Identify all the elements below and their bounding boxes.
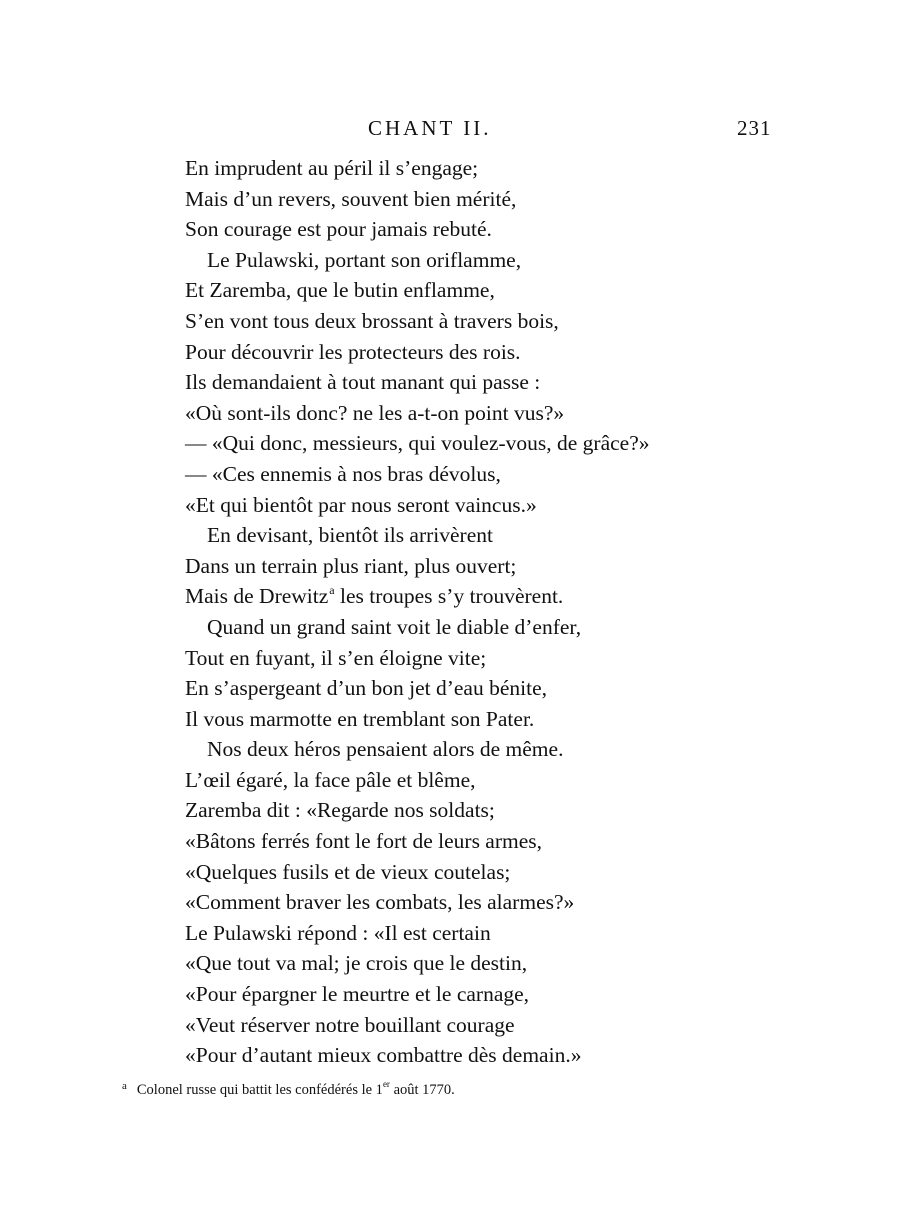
verse-line: — «Qui donc, messieurs, qui voulez-vous, de grâce?» bbox=[185, 431, 650, 456]
poem-text bbox=[185, 153, 745, 1071]
verse-line: L’œil égaré, la face pâle et blême, bbox=[185, 767, 476, 792]
footnote-mark: a bbox=[122, 1080, 127, 1092]
footnote bbox=[122, 1079, 455, 1099]
verse-line bbox=[185, 581, 745, 612]
verse-line: Dans un terrain plus riant, plus ouvert; bbox=[185, 553, 517, 578]
verse-text: Mais de Drewitz bbox=[185, 584, 329, 609]
verse-line: Mais d’un revers, souvent bien mérité, bbox=[185, 186, 517, 211]
verse-line: En devisant, bientôt ils arrivèrent bbox=[207, 523, 493, 548]
footnote-text: Colonel russe qui battit les confédérés le 1 bbox=[136, 1082, 383, 1098]
footnote-text-end: août 1770. bbox=[389, 1082, 455, 1098]
verse-line: «Veut réserver notre bouillant courage bbox=[185, 1012, 515, 1037]
verse-line: «Bâtons ferrés font le fort de leurs armes, bbox=[185, 829, 543, 854]
running-head bbox=[0, 116, 900, 146]
page-number: 231 bbox=[737, 116, 772, 140]
footnote-superscript: er bbox=[382, 1079, 390, 1089]
verse-line: Nos deux héros pensaient alors de même. bbox=[207, 737, 564, 762]
verse-line: «Comment braver les combats, les alarmes?» bbox=[185, 890, 575, 915]
verse-line: «Pour épargner le meurtre et le carnage, bbox=[185, 982, 530, 1007]
verse-line: «Et qui bientôt par nous seront vaincus.» bbox=[185, 492, 537, 517]
verse-line: En s’aspergeant d’un bon jet d’eau bénite, bbox=[185, 676, 547, 701]
verse-line: «Que tout va mal; je crois que le destin, bbox=[185, 951, 528, 976]
verse-line: Son courage est pour jamais rebuté. bbox=[185, 217, 492, 242]
verse-line: «Où sont-ils donc? ne les a-t-on point vus?» bbox=[185, 400, 565, 425]
verse-line: Quand un grand saint voit le diable d’enfer, bbox=[207, 614, 582, 639]
verse-line: Pour découvrir les protecteurs des rois. bbox=[185, 339, 521, 364]
verse-line: Zaremba dit : «Regarde nos soldats; bbox=[185, 798, 495, 823]
verse-line: Le Pulawski répond : «Il est certain bbox=[185, 920, 491, 945]
verse-line: Et Zaremba, que le butin enflamme, bbox=[185, 278, 495, 303]
verse-line: «Quelques fusils et de vieux coutelas; bbox=[185, 859, 511, 884]
verse-line: Il vous marmotte en tremblant son Pater. bbox=[185, 706, 535, 731]
footnote-reference: a bbox=[329, 583, 335, 598]
verse-line: — «Ces ennemis à nos bras dévolus, bbox=[185, 461, 501, 486]
verse-line: «Pour d’autant mieux combattre dès demain.» bbox=[185, 1043, 582, 1068]
verse-text: les troupes s’y trouvèrent. bbox=[340, 584, 564, 609]
chant-title: CHANT II. bbox=[368, 116, 492, 140]
verse-line: Tout en fuyant, il s’en éloigne vite; bbox=[185, 645, 487, 670]
verse-line: Le Pulawski, portant son oriflamme, bbox=[207, 247, 522, 272]
verse-line: S’en vont tous deux brossant à travers bois, bbox=[185, 308, 559, 333]
verse-line: Ils demandaient à tout manant qui passe : bbox=[185, 370, 541, 395]
verse-line: En imprudent au péril il s’engage; bbox=[185, 156, 479, 180]
